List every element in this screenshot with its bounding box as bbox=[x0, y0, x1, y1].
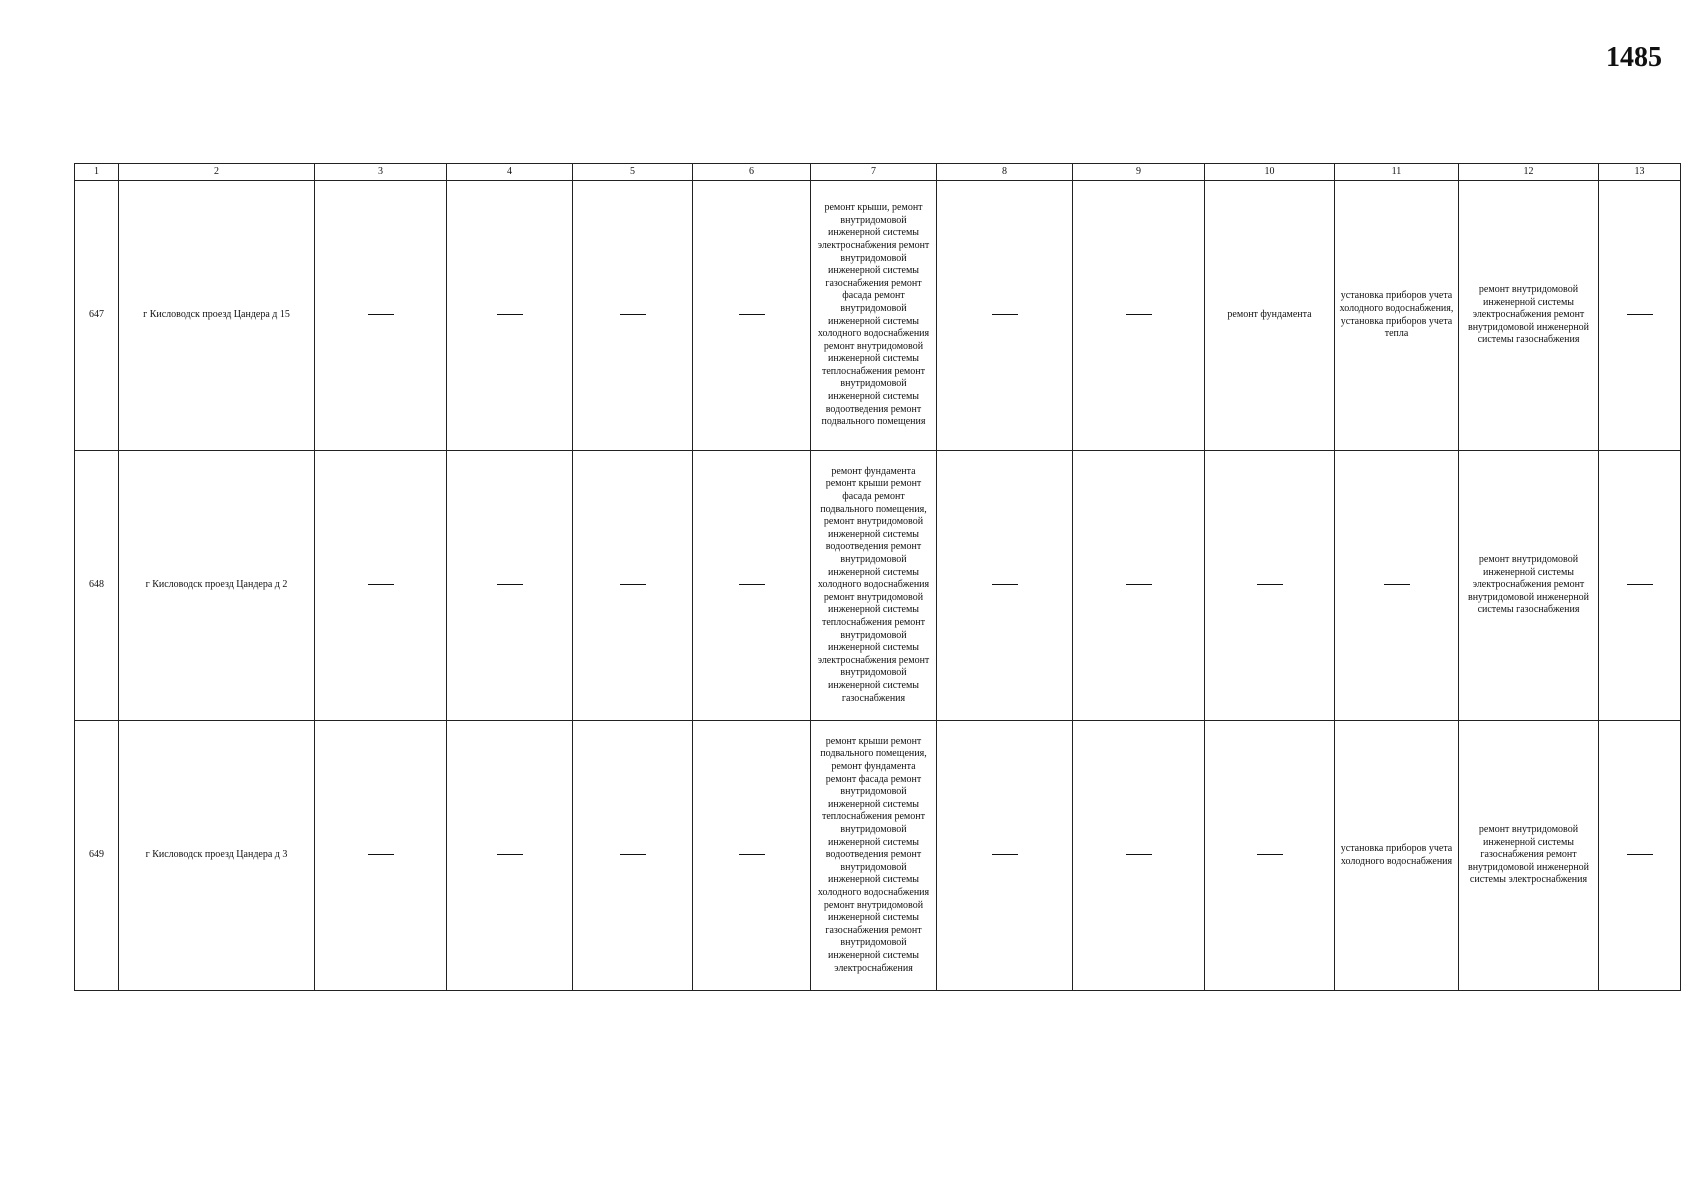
work-list: ремонт крыши, ремонт внутридомовой инженерной системы электроснабжения ремонт внутридомовой инженерной системы газоснабжения ремонт фасада ремонт внутридомовой инженерной системы холодного водоснабжения ремонт внутридомовой инженерной системы теплоснабжения ремонт внутридомовой инженерной системы водоотведения ремонт подвального помещения bbox=[811, 181, 937, 451]
empty-cell bbox=[573, 451, 693, 721]
dash-mark bbox=[1126, 314, 1152, 315]
empty-cell bbox=[1335, 451, 1459, 721]
row-number: 647 bbox=[75, 181, 119, 451]
empty-cell bbox=[693, 451, 811, 721]
dash-mark bbox=[739, 854, 765, 855]
empty-cell bbox=[315, 721, 447, 991]
work-list: ремонт крыши ремонт подвального помещения, ремонт фундамента ремонт фасада ремонт внутридомовой инженерной системы теплоснабжения ремонт внутридомовой инженерной системы водоотведения ремонт внутридомовой инженерной системы холодного водоснабжения ремонт внутридомовой инженерной системы газоснабжения ремонт внутридомовой инженерной системы электроснабжения bbox=[811, 721, 937, 991]
column-header: 8 bbox=[937, 164, 1073, 181]
dash-mark bbox=[1126, 854, 1152, 855]
dash-mark bbox=[620, 584, 646, 585]
row-address: г Кисловодск проезд Цандера д 2 bbox=[119, 451, 315, 721]
dash-mark bbox=[497, 854, 523, 855]
empty-cell bbox=[1073, 451, 1205, 721]
work-list: ремонт внутридомовой инженерной системы электроснабжения ремонт внутридомовой инженерной системы газоснабжения bbox=[1459, 181, 1599, 451]
dash-mark bbox=[1257, 854, 1283, 855]
column-header: 3 bbox=[315, 164, 447, 181]
empty-cell bbox=[447, 721, 573, 991]
column-header: 10 bbox=[1205, 164, 1335, 181]
header-row bbox=[75, 164, 1681, 181]
column-header: 7 bbox=[811, 164, 937, 181]
column-header: 5 bbox=[573, 164, 693, 181]
empty-cell bbox=[1205, 451, 1335, 721]
work-list: ремонт внутридомовой инженерной системы газоснабжения ремонт внутридомовой инженерной системы электроснабжения bbox=[1459, 721, 1599, 991]
work-list: установка приборов учета холодного водоснабжения, установка приборов учета тепла bbox=[1335, 181, 1459, 451]
column-header: 4 bbox=[447, 164, 573, 181]
column-header: 11 bbox=[1335, 164, 1459, 181]
column-header: 1 bbox=[75, 164, 119, 181]
table-row bbox=[75, 181, 1681, 451]
empty-cell bbox=[1205, 721, 1335, 991]
dash-mark bbox=[992, 584, 1018, 585]
column-header: 2 bbox=[119, 164, 315, 181]
table-row bbox=[75, 721, 1681, 991]
dash-mark bbox=[1257, 584, 1283, 585]
dash-mark bbox=[739, 584, 765, 585]
empty-cell bbox=[1073, 181, 1205, 451]
empty-cell bbox=[937, 181, 1073, 451]
work-list: ремонт фундамента ремонт крыши ремонт фасада ремонт подвального помещения, ремонт внутридомовой инженерной системы водоотведения ремонт внутридомовой инженерной системы холодного водоснабжения ремонт внутридомовой инженерной системы теплоснабжения ремонт внутридомовой инженерной системы электроснабжения ремонт внутридомовой инженерной системы газоснабжения bbox=[811, 451, 937, 721]
dash-mark bbox=[368, 314, 394, 315]
column-header: 12 bbox=[1459, 164, 1599, 181]
repair-program-table bbox=[74, 163, 1681, 991]
table-row bbox=[75, 451, 1681, 721]
dash-mark bbox=[1627, 314, 1653, 315]
empty-cell bbox=[937, 451, 1073, 721]
dash-mark bbox=[1627, 854, 1653, 855]
dash-mark bbox=[992, 314, 1018, 315]
dash-mark bbox=[368, 854, 394, 855]
row-address: г Кисловодск проезд Цандера д 3 bbox=[119, 721, 315, 991]
empty-cell bbox=[693, 181, 811, 451]
page-number: 1485 bbox=[1606, 42, 1662, 73]
work-list: ремонт внутридомовой инженерной системы электроснабжения ремонт внутридомовой инженерной системы газоснабжения bbox=[1459, 451, 1599, 721]
column-header: 9 bbox=[1073, 164, 1205, 181]
dash-mark bbox=[497, 584, 523, 585]
column-header: 13 bbox=[1599, 164, 1681, 181]
dash-mark bbox=[739, 314, 765, 315]
work-list: установка приборов учета холодного водоснабжения bbox=[1335, 721, 1459, 991]
dash-mark bbox=[497, 314, 523, 315]
row-number: 649 bbox=[75, 721, 119, 991]
empty-cell bbox=[693, 721, 811, 991]
dash-mark bbox=[1126, 584, 1152, 585]
dash-mark bbox=[1384, 584, 1410, 585]
empty-cell bbox=[1599, 451, 1681, 721]
empty-cell bbox=[315, 451, 447, 721]
column-header: 6 bbox=[693, 164, 811, 181]
empty-cell bbox=[1599, 181, 1681, 451]
dash-mark bbox=[620, 314, 646, 315]
empty-cell bbox=[447, 181, 573, 451]
row-address: г Кисловодск проезд Цандера д 15 bbox=[119, 181, 315, 451]
empty-cell bbox=[1599, 721, 1681, 991]
dash-mark bbox=[620, 854, 646, 855]
empty-cell bbox=[315, 181, 447, 451]
empty-cell bbox=[447, 451, 573, 721]
empty-cell bbox=[573, 181, 693, 451]
empty-cell bbox=[937, 721, 1073, 991]
work-list: ремонт фундамента bbox=[1205, 181, 1335, 451]
empty-cell bbox=[1073, 721, 1205, 991]
dash-mark bbox=[1627, 584, 1653, 585]
dash-mark bbox=[368, 584, 394, 585]
row-number: 648 bbox=[75, 451, 119, 721]
dash-mark bbox=[992, 854, 1018, 855]
empty-cell bbox=[573, 721, 693, 991]
